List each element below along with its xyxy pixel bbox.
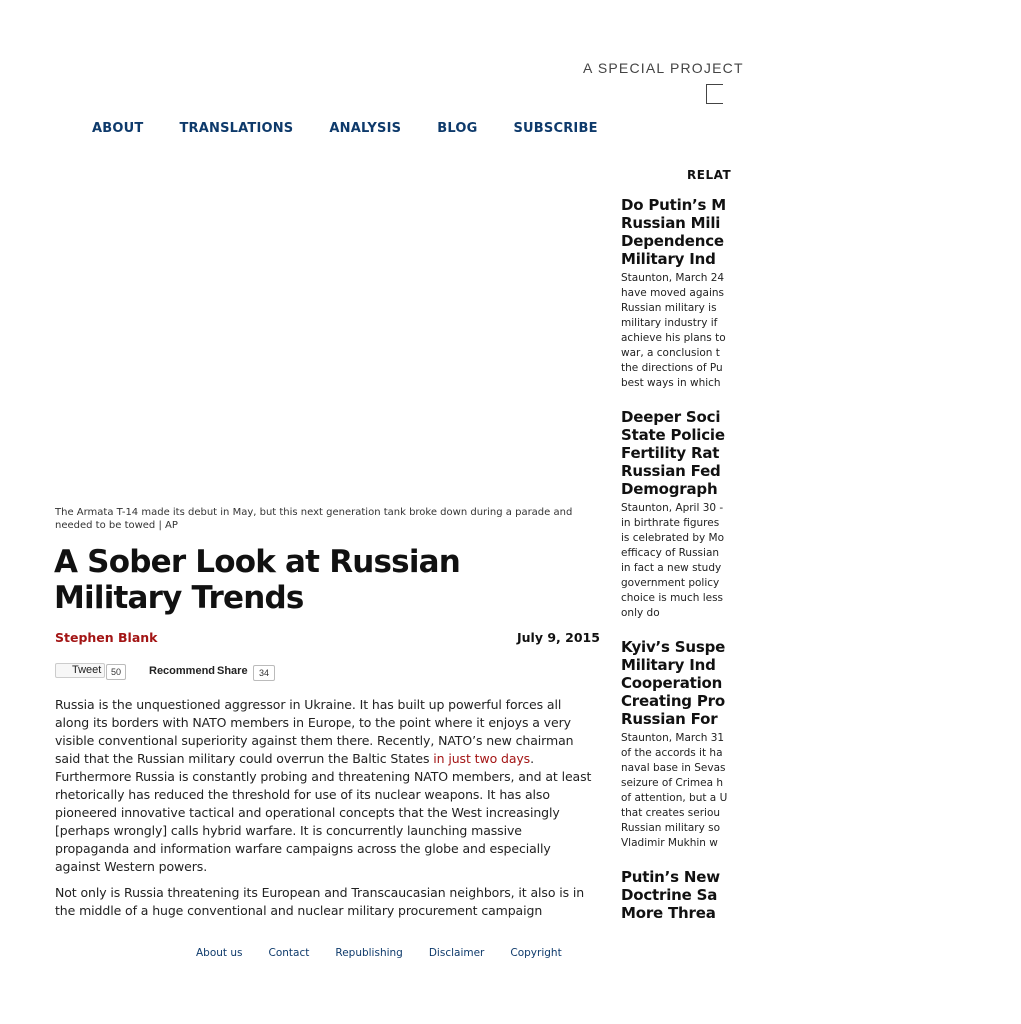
paragraph: Not only is Russia threatening its European and Transcaucasian neighbors, it also is in the middle of a huge conventional and nuclear military procurement campaign [55,885,585,918]
paragraph-text: Russia is the unquestioned aggressor in Ukraine. It has built up powerful forces all along its borders with NATO members in Europe, to the point where it enjoys a very visible conventional superiority against them there. Recently, NATO’s new chairman said that the Russian military could overrun the Baltic States [55,697,574,766]
related-item-excerpt: Staunton, March 24 have moved agains Russian military is military industry if achieve his plans to war, a conclusion t the directions of Pu best ways in which [621,272,726,389]
tweet-button[interactable] [55,663,105,678]
nav-translations[interactable]: TRANSLATIONS [179,121,294,136]
related-item-title[interactable]: Putin’s New Doctrine Sa More Threa [621,868,720,922]
related-item[interactable] [621,868,1021,922]
nav-subscribe[interactable]: SUBSCRIBE [513,121,598,136]
tweet-count: 50 [106,664,126,680]
related-item[interactable] [621,408,1021,621]
image-caption: The Armata T-14 made its debut in May, but this next generation tank broke down during a parade and needed to be towed | AP [55,507,573,531]
footer-contact-link[interactable]: Contact [268,947,310,959]
recommend-button[interactable]: Recommend [149,665,216,677]
special-project-label: A SPECIAL PROJECT [583,60,744,76]
article-title: A Sober Look at Russian Military Trends [54,544,461,616]
related-item-title[interactable]: Kyiv’s Suspe Military Ind Cooperation Creating Pro Russian For [621,638,726,728]
related-item-title[interactable]: Deeper Soci State Policie Fertility Rat Russian Fed Demograph [621,408,725,498]
article-body [55,696,595,928]
share-count: 34 [253,665,275,681]
footer-links [196,947,588,959]
paragraph-text: . Furthermore Russia is constantly probing and threatening NATO members, and at least rhetorically has reduced the threshold for use of its nuclear weapons. It has also pioneered innovative tactical and operational concepts that the West increasingly [perhaps wrongly] calls hybrid warfare. It is concurrently launching massive propaganda and information warfare campaigns across the globe and especially against Western powers. [55,751,592,874]
inline-link[interactable]: in just two days [433,751,531,766]
related-sidebar [621,168,732,928]
publish-date: July 9, 2015 [517,630,600,645]
nav-about[interactable]: ABOUT [92,121,144,136]
share-button[interactable]: Share [217,665,248,677]
related-item-excerpt: Staunton, March 31 of the accords it ha naval base in Sevas seizure of Crimea h of attention, but a U that creates seriou Russian military so Vladimir Mukhin w [621,732,728,849]
related-item-title[interactable]: Do Putin’s M Russian Mili Dependence Military Ind [621,196,727,268]
nav-analysis[interactable]: ANALYSIS [329,121,402,136]
related-label: RELAT [687,168,732,182]
related-item-excerpt: Staunton, April 30 - in birthrate figures is celebrated by Mo efficacy of Russian in fact a new study government policy choice is much less only do [621,502,725,619]
related-item[interactable] [621,196,1021,391]
tweet-label: Tweet [72,664,102,676]
footer-disclaimer-link[interactable]: Disclaimer [428,947,485,959]
main-nav [92,121,634,136]
footer-about-link[interactable]: About us [196,947,243,959]
author-link[interactable]: Stephen Blank [55,630,158,645]
related-item[interactable] [621,638,1021,851]
paragraph [55,696,595,876]
footer-republishing-link[interactable]: Republishing [335,947,403,959]
project-logo-icon[interactable] [706,84,723,104]
nav-blog[interactable]: BLOG [437,121,478,136]
footer-copyright-link[interactable]: Copyright [510,947,562,959]
